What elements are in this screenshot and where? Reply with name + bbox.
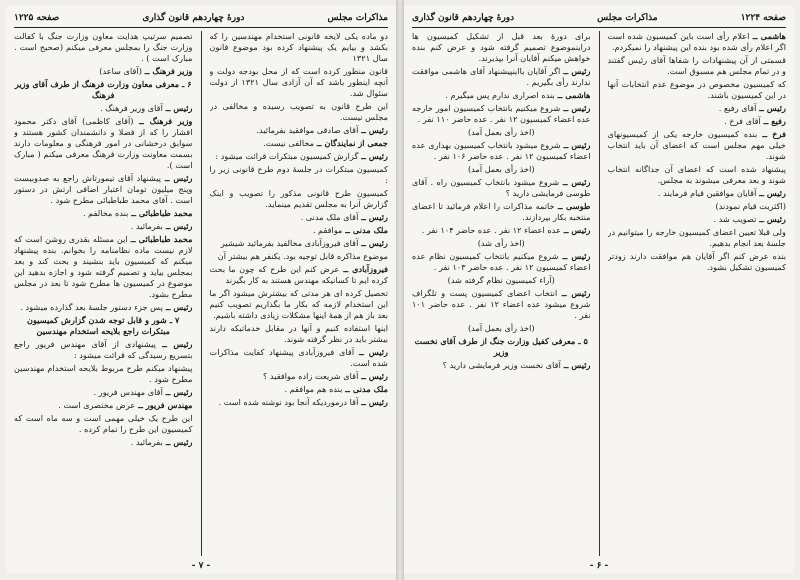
header-rule — [412, 27, 786, 28]
paragraph — [14, 66, 193, 77]
paragraph-text: آقا درموردیکه آنجا بود نوشته شده است . — [218, 397, 359, 407]
paragraph-text: آقای ملک مدنی . — [300, 212, 359, 222]
paragraph — [210, 347, 389, 369]
paragraph-text: موافقم . — [312, 225, 343, 235]
paragraph — [608, 227, 787, 249]
paragraph — [210, 101, 389, 123]
page-number-footer: - ۷ - — [191, 561, 211, 571]
paragraph-text: این مسئله بقدری روشن است که لازم نیست ماده نظامنامه را بخوانم. بنده پیشنهاد میکنم که کمیسیون باید بنشیند و بحث کند و بعد بمجلس بیاید و تصمیم گرفته شود و اجازه بدهید این موضوع در کمیسیون ها مطرح شود تا بعد در مجلس مطرح بشود. — [14, 234, 193, 299]
speaker-name: وزیر فرهنگ ــ — [133, 116, 193, 126]
paragraph — [210, 238, 389, 249]
header-session-title: دورهٔ چهاردهم قانون گذاری — [142, 13, 245, 23]
paragraph — [412, 177, 591, 199]
paragraph — [608, 129, 787, 162]
paragraph — [14, 363, 193, 385]
paragraph-text: بنده کمیسیون خارجه یکی از کمیسیونهای خیلی مهم مجلس است که اعضای آن باید انتخاب شوند. — [607, 129, 786, 161]
paragraph-text: پیشنهادی از آقای مهندس فریور راجع بتسریع رسیدگی که قرائت میشود : — [14, 339, 193, 360]
paragraph — [412, 31, 591, 64]
column-right — [210, 31, 389, 556]
paragraph-text: آقای نخست وزیر فرمایشی دارید ؟ — [442, 360, 561, 370]
paragraph-text: آقای رفیع . — [718, 103, 757, 113]
speaker-name: رئیس ــ — [560, 140, 591, 150]
speaker-name: رئیس ــ — [354, 347, 388, 357]
paragraph-text: بنده عرض کنم اگر آقایان هم موافقت دارند زودتر کمیسیون تشکیل بشود. — [607, 251, 786, 272]
paragraph-text: شروع میشود بانتخاب کمیسیون راه . آقای طوسی فرمایشی دارید ؟ — [412, 177, 591, 198]
paragraph-text: تحصیل کرده ای هر مدتی که بیشترش میشود اگر ما این استخدام لازمه که بکار ما بگذاریم تصویب کنیم بعد باز هم از همهٔ اینها مشکلات زیادی داشته باشیم. — [209, 288, 388, 320]
speaker-name: رئیس ــ — [756, 214, 786, 224]
paragraph — [608, 201, 787, 212]
paragraph — [412, 251, 591, 273]
paragraph-text: (اکثریت قیام نمودند) — [715, 201, 786, 211]
paragraph — [210, 225, 389, 236]
paragraph — [210, 151, 389, 162]
header-session-title: دورهٔ چهاردهم قانون گذاری — [412, 13, 515, 23]
speaker-name: مهندس فریور ــ — [135, 400, 193, 410]
page-header — [412, 10, 786, 26]
speaker-name: رئیس ــ — [162, 221, 193, 231]
speaker-name: وزیر فرهنگ ــ — [141, 66, 193, 76]
paragraph — [412, 225, 591, 236]
speaker-name: رئیس ــ — [558, 251, 591, 261]
paragraph-text: (آقای ساعد) — [99, 66, 142, 76]
paragraph-text: بنده هم موافقم . — [284, 384, 343, 394]
paragraph — [608, 55, 787, 77]
paragraph — [14, 103, 193, 114]
paragraph — [608, 103, 787, 114]
vote-note: (اخذ رأی شد) — [477, 238, 525, 248]
paragraph — [412, 360, 591, 371]
paragraph — [210, 264, 389, 286]
header-page-number: صفحه ۱۲۲۴ — [740, 13, 786, 23]
speaker-name: رئیس ــ — [560, 225, 591, 235]
section-heading: ۶ ـ معرفی معاون وزارت فرهنگ از طرف آقای وزیر فرهنگ — [14, 79, 192, 100]
header-journal-title: مذاکرات مجلس — [597, 13, 658, 23]
speaker-name: ملک مدنی ــ — [342, 384, 388, 394]
speaker-name: رئیس ــ — [560, 66, 591, 76]
column-right — [608, 31, 787, 556]
header-rule — [14, 27, 388, 28]
speaker-name: ملک مدنی ــ — [342, 225, 388, 235]
speaker-name: رئیس ــ — [162, 437, 193, 447]
vote-note: (اخذ رأی بعمل آمد) — [467, 164, 535, 174]
paragraph — [608, 214, 787, 225]
paragraph — [608, 31, 787, 53]
paragraph — [210, 384, 389, 395]
paragraph-text: کمیسیون مبتکرات در جلسهٔ دوم طرح قانونی زیر را : — [209, 164, 388, 185]
paragraph-text: پس جزء دستور جلسهٔ بعد گذارده میشود . — [20, 302, 163, 312]
paragraph-text: که کمیسیون مخصوص در موضوع عدم انتخابات آنها در این کمیسیون باشند. — [607, 79, 786, 100]
paragraph — [412, 201, 591, 223]
paragraph — [14, 173, 193, 206]
paragraph-text: آقایان موافقین قیام فرمایند . — [657, 188, 757, 198]
header-journal-title: مذاکرات مجلس — [327, 13, 388, 23]
paragraph-text: قانون منظور کرده است که از محل بودجه دولت و آنچه اینطور باشد که آن آزادی سال ۱۳۲۱ از دولت سئوال شد. — [209, 66, 388, 98]
column-left — [412, 31, 591, 556]
paragraph — [412, 90, 591, 101]
paragraph-text: آقای فیروزآبادی مخالفید بفرمائید شیشیر — [220, 238, 359, 248]
paragraph-text: آقای فرخ . — [724, 116, 761, 126]
paragraph — [14, 339, 193, 361]
paragraph-text: اعلام رأی است باین کمیسیون شده است اگر اعلام رأی شده بود بنده این پیشنهاد را نمیکردم. — [607, 31, 786, 52]
column-divider — [599, 31, 600, 556]
paragraph — [14, 116, 193, 171]
paragraph-text: آقای مهندس فریور . — [93, 387, 163, 397]
paragraph-text: آقای صادقی موافقید بفرمائید. — [256, 125, 359, 135]
paragraph-text: برای دورهٔ بعد قبل از تشکیل کمیسیون ها دراینموضوع تصمیم گرفته شود و عرض کنم بنده خواهش میکنم آقایان آنرا بپذیرند. — [412, 31, 591, 63]
paragraph-text: آقای وزیر فرهنگ . — [100, 103, 163, 113]
speaker-name: رئیس ــ — [358, 125, 388, 135]
paragraph-text: (آقای کاظمی) آقای دکتر محمود افشار را که از فضلا و دانشمندان کشور هستند و سوابق درخشانی در امور فرهنگی و معلومات دارند بسمت معاونت وزارت فرهنگ معرفی میکنم ( مبارک است ). — [14, 116, 193, 170]
paragraph — [14, 221, 193, 232]
left-page — [6, 6, 396, 574]
paragraph — [210, 31, 389, 64]
speaker-name: رئیس ــ — [161, 173, 193, 183]
paragraph-text: تصویب شد . — [713, 214, 757, 224]
paragraph-text: عده اعضاء ۱۲ نفر . عده حاضر ۱۰۴ نفر . — [421, 225, 561, 235]
paragraph — [14, 234, 193, 300]
paragraph — [608, 79, 787, 101]
paragraph — [210, 371, 389, 382]
speaker-name: رئیس ــ — [162, 387, 193, 397]
speaker-name: جمعی از نمایندگان ــ — [314, 138, 388, 148]
paragraph — [210, 251, 389, 262]
speaker-name: رئیس ــ — [756, 188, 786, 198]
paragraph-text: بنده مخالفم . — [82, 208, 129, 218]
paragraph-text: تصمیم سرتیپ هدایت معاون وزارت جنگ با کفالت وزارت جنگ را بمجلس معرفی میکنم (صحیح است . مبارک است ) . — [14, 31, 193, 63]
section-heading: ۵ ـ معرفی کفیل وزارت جنگ از طرف آقای نخست وزیر — [414, 336, 588, 357]
speaker-name: رئیس ــ — [557, 288, 591, 298]
paragraph-text: اینها استفاده کنیم و آنها در مقابل خدماتیکه دارند بیشتر باید در نظر گرفته شوند. — [209, 323, 388, 344]
paragraph-text: شروع میشود بانتخاب کمیسیون بهداری عده اعضاء کمیسیون ۱۲ نفر . عده حاضر ۱۰۶ نفر . — [412, 140, 591, 161]
paragraph — [210, 164, 389, 186]
paragraph — [14, 208, 193, 219]
speaker-name: رئیس ــ — [358, 212, 388, 222]
paragraph-text: شروع میکنیم بانتخاب کمیسیون امور خارجه عده اعضاء کمیسیون ۱۲ نفر . عده حاضر ۱۱۰ نفر . — [412, 103, 591, 124]
paragraph-text: بفرمائید . — [130, 437, 163, 447]
paragraph-text: این طرح قانون به تصویب رسیده و مخالفی در مجلس نیست. — [209, 101, 388, 122]
paragraph-text: اگر آقایان بااینپیشنهاد آقای هاشمی موافقت ندارند رأی بگیریم . — [412, 66, 591, 87]
speaker-name: رئیس ــ — [560, 103, 591, 113]
speaker-name: محمد طباطبائی ــ — [127, 234, 193, 244]
paragraph-text: خاتمه مذاکرات را اعلام فرمائید تا اعضای منتخبه بکار بپردازند. — [412, 201, 591, 222]
paragraph — [210, 188, 389, 210]
speaker-name: رئیس ــ — [560, 360, 591, 370]
paragraph-text: ولی قبلا تعیین اعضای کمیسیون خارجه را میتوانیم در جلسهٔ بعد انجام بدهیم. — [607, 227, 786, 248]
paragraph-text: آقای فیروزآبادی پیشنهاد کفایت مذاکرات شده است. — [209, 347, 388, 368]
book-gutter — [396, 0, 404, 580]
vote-note: (اخذ رأی بعمل آمد) — [467, 127, 535, 137]
paragraph-text: قسمتی از آن پیشنهادات را شفاها آقای رئیس گفتند و در تمام مجلس هم مسبوق است. — [607, 55, 786, 76]
paragraph — [412, 288, 591, 321]
page-number-footer: - ۶ - — [589, 561, 609, 571]
speaker-name: رئیس ــ — [162, 302, 193, 312]
paragraph — [14, 31, 193, 64]
paragraph — [14, 302, 193, 313]
speaker-name: رفیع ــ — [760, 116, 786, 126]
speaker-name: طوسی ــ — [554, 201, 591, 211]
paragraph — [412, 103, 591, 125]
speaker-name: رئیس ــ — [155, 339, 193, 349]
paragraph — [210, 397, 389, 408]
vote-note: (اخذ رأی بعمل آمد) — [467, 323, 535, 333]
speaker-name: رئیس ــ — [756, 103, 786, 113]
paragraph-text: پیشنهاد آقای تیمورتاش راجع به صدوبیست وپنج میلیون تومان اعتبار اضافی ارتش در دستور است . آقای محمد طباطبائی مطرح شود . — [14, 173, 193, 205]
paragraph-text: عرض کنم این طرح که چون ما بحث کرده ایم تا کسانیکه مهندس هستند به کار بگیرند — [209, 264, 388, 285]
paragraph — [412, 140, 591, 162]
speaker-name: رئیس ــ — [358, 397, 388, 407]
paragraph — [210, 138, 389, 149]
paragraph-text: این طرح یک خیلی مهمی است و سه ماه است که کمیسیون این طرح را تمام کرده . — [14, 413, 193, 434]
page-header — [14, 10, 388, 26]
paragraph-text: موضوع مذاکره قابل توجیه بود. یکنفر هم بیشتر آن — [217, 251, 388, 261]
speaker-name: محمد طباطبائی ــ — [128, 208, 193, 218]
paragraph-text: بفرمائید . — [130, 221, 163, 231]
speaker-name: فرخ ــ — [757, 129, 786, 139]
column-divider — [201, 31, 202, 556]
speaker-name: رئیس ــ — [162, 103, 193, 113]
speaker-name: رئیس ــ — [358, 371, 388, 381]
paragraph-text: شروع میکنیم بانتخاب کمیسیون نظام عده اعضاء کمیسیون ۱۲ نفر . عده حاضر ۱۰۳ نفر . — [412, 251, 591, 272]
paragraph-text: مخالفی نیست. — [263, 138, 315, 148]
paragraph — [608, 116, 787, 127]
column-left — [14, 31, 193, 556]
paragraph-text: دو ماده یکی لایحه قانونی استخدام مهندسین را که بکشد و بیایم یک پیشنهاد کرده بود موضوع قانون سال ۱۳۲۱ — [209, 31, 388, 63]
section-heading: ۷ ـ شور و قابل توجه شدن گزارش کمیسیون مبتکرات راجع بلایحه استخدام مهندسین — [27, 315, 180, 336]
paragraph-text: پیشنهاد شده است که اعضای آن جداگانه انتخاب شوند و بعد معرفی میشوند به مجلس. — [607, 164, 786, 185]
header-page-number: صفحه ۱۲۲۵ — [14, 13, 60, 23]
speaker-name: هاشمی ــ — [554, 90, 591, 100]
speaker-name: رئیس ــ — [358, 151, 388, 161]
text-columns — [14, 31, 388, 556]
speaker-name: رئیس ــ — [358, 238, 388, 248]
text-columns — [412, 31, 786, 556]
paragraph-text: بنده اصراری ندارم پس میگیرم . — [445, 90, 555, 100]
paragraph — [210, 125, 389, 136]
paragraph — [608, 164, 787, 186]
paragraph — [608, 188, 787, 199]
speaker-name: رئیس ــ — [559, 177, 591, 187]
paragraph-text: کمیسیون طرح قانونی مذکور را تصویب و اینک گزارش آنرا به مجلس تقدیم مینماید. — [209, 188, 388, 209]
paragraph — [14, 437, 193, 448]
speaker-name: هاشمی ــ — [749, 31, 786, 41]
paragraph — [14, 413, 193, 435]
speaker-name: فیروزآبادی ــ — [339, 264, 388, 274]
paragraph — [14, 400, 193, 411]
paragraph-text: پیشنهاد میکنم طرح مربوط بلایحه استخدام مهندسین مطرح شود . — [14, 363, 193, 384]
paragraph — [412, 66, 591, 88]
vote-note: (آراء کمیسیون نظام گرفته شد) — [447, 275, 555, 285]
paragraph — [210, 212, 389, 223]
paragraph-text: آقای شریعت زاده موافقید ؟ — [262, 371, 359, 381]
paragraph — [210, 323, 389, 345]
paragraph — [608, 251, 787, 273]
paragraph-text: انتخاب اعضای کمیسیون پست و تلگراف شروع میشود عده اعضاء ۱۲ نفر . عده حاضر ۱۰۱ نفر . — [412, 288, 591, 320]
right-page — [404, 6, 794, 574]
paragraph — [210, 288, 389, 321]
paragraph-text: گزارش کمیسیون مبتکرات قرائت میشود : — [215, 151, 359, 161]
paragraph — [14, 387, 193, 398]
paragraph-text: عرض مختصری است . — [58, 400, 136, 410]
paragraph — [210, 66, 389, 99]
